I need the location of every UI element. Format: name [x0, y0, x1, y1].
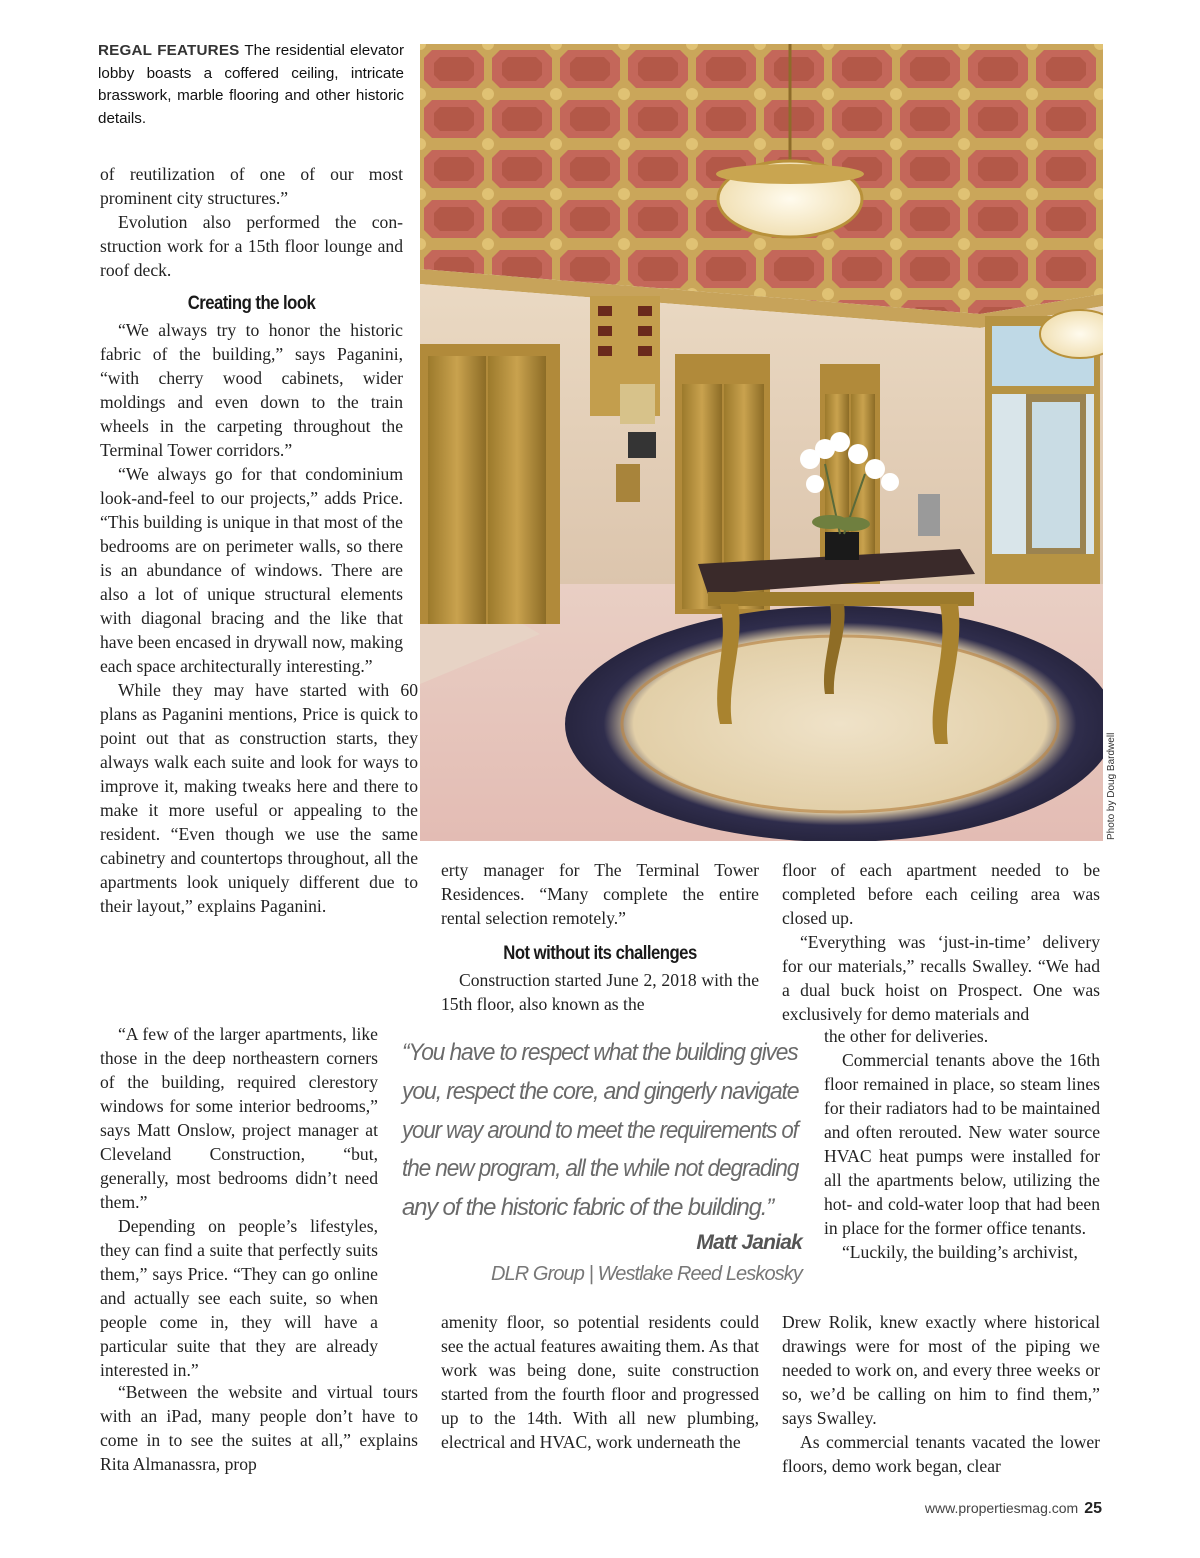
col1-paragraph-8: “Between the website and virtual tours with an iPad, many people don’t have to come in to see the suites at all,” explains Rita Almanassra, prop: [100, 1382, 418, 1474]
article-column-1: [100, 162, 418, 918]
page-footer: [925, 1500, 1102, 1518]
col2-paragraph-1: erty manager for The Terminal Tower Residences. “Many complete the entire rental selection remotely.”: [441, 860, 759, 928]
col1-paragraph-2: Evolution also performed the construction work for a 15th floor lounge and roof deck.: [100, 212, 403, 280]
footer-url: www.propertiesmag.com: [924, 1500, 1079, 1516]
article-column-3-mid: [824, 1024, 1100, 1264]
article-column-3-lower: [782, 1310, 1100, 1478]
col1-paragraph-3: “We always try to honor the historic fabric of the building,” says Paganini, “with cherry wood cabinets, wider moldings and even down to the train wheels in the carpeting throughout the Terminal Tower corridors.”: [100, 320, 403, 460]
lobby-photo-illustration: [420, 44, 1103, 841]
col3-paragraph-2: “Everything was ‘just-in-time’ delivery for our materials,” recalls Swalley. “We had a dual buck hoist on Prospect. One was exclusively for demo materials and: [782, 932, 1100, 1024]
col1-paragraph-5: While they may have started with 60 plans as Paganini mentions, Price is quick to point out that as construction starts, they always walk each suite and look for ways to improve it, making tweaks here and there to make it more useful or appealing to the resident. “Even though we use the same cabinetry and countertops throughout, all the apartments look uniquely different due to their layout,” explains Paganini.: [100, 680, 418, 916]
col3-paragraph-6: Drew Rolik, knew exactly where historical drawings were for most of the piping we needed to work on, and every three weeks or so, we’d be calling on him to find them,” says Swalley.: [782, 1312, 1100, 1428]
col2-paragraph-2: Construction started June 2, 2018 with the 15th floor, also known as the: [441, 970, 759, 1014]
col1-paragraph-4: “We always go for that condominium look-and-feel to our projects,” adds Price. “This building is unique in that most of the bedrooms are on perimeter walls, so there is an abundance of windows. There are also a lot of unique structural elements with diagonal bracing and the like that have been encased in drywall now, making each space architecturally interesting.”: [100, 464, 403, 676]
photo-credit: Photo by Doug Bardwell: [1106, 732, 1117, 840]
pull-quote-attribution-org: DLR Group | Westlake Reed Leskosky: [490, 1262, 802, 1285]
col1-paragraph-6: “A few of the larger apartments, like those in the deep northeastern corners of the building, required clerestory windows for some interior bedrooms,” says Matt Onslow, project manager at Cleveland Construction, “but, generally, most bedrooms didn’t need them.”: [100, 1024, 378, 1212]
article-column-1-bottom: [100, 1380, 418, 1476]
caption-text: The residential elevator lobby boasts a coffered ceiling, intricate brasswork, marble flooring and other historic details.: [98, 42, 404, 127]
pull-quote: [402, 1034, 802, 1290]
article-column-2-lower: [441, 1310, 759, 1454]
col3-paragraph-4: Commercial tenants above the 16th floor remained in place, so steam lines for their radiators had to be maintained and often rerouted. New water source HVAC heat pumps were installed for all the apartments below, utilizing the hot- and cold-water loop that had been in place for the former office tenants.: [824, 1050, 1100, 1238]
article-column-3-upper: [782, 858, 1100, 1026]
col3-paragraph-7: As commercial tenants vacated the lower floors, demo work began, clear: [782, 1432, 1100, 1476]
pull-quote-line: you, respect the core, and gingerly navigate: [402, 1077, 799, 1105]
col3-paragraph-1: floor of each apartment needed to be completed before each ceiling area was closed up.: [782, 860, 1100, 928]
pull-quote-attribution-name: Matt Janiak: [696, 1230, 802, 1254]
col1-paragraph-1: of reutilization of one of our most prominent city structures.”: [100, 164, 403, 208]
subhead-creating-the-look: Creating the look: [187, 293, 316, 314]
col1-paragraph-7: Depending on people’s lifestyles, they can find a suite that perfectly suits them,” says Price. “They can go online and actually see each suite, so when people come in, they will have a particular suite that they are already interested in.”: [100, 1216, 378, 1380]
pull-quote-line: “You have to respect what the building gives: [402, 1039, 798, 1066]
subhead-not-without-challenges: Not without its challenges: [503, 943, 697, 964]
pull-quote-line: any of the historic fabric of the building.”: [402, 1194, 774, 1222]
article-column-2-upper: [441, 858, 759, 1016]
pull-quote-line: your way around to meet the requirements of: [402, 1116, 798, 1144]
lobby-photo: [420, 44, 1103, 841]
col3-paragraph-3: the other for deliveries.: [824, 1026, 989, 1046]
article-column-1-lower: [100, 1022, 378, 1382]
col3-paragraph-5: “Luckily, the building’s archivist,: [842, 1242, 1078, 1262]
photo-caption: [98, 40, 404, 130]
page-number: 25: [1084, 1500, 1102, 1517]
caption-lead: REGAL FEATURES: [98, 42, 240, 59]
col2-paragraph-3: amenity floor, so potential residents could see the actual features awaiting them. As that work was being done, suite construction started from the fourth floor and progressed up to the 14th. With all new plumbing, electrical and HVAC, work underneath the: [441, 1312, 759, 1452]
pull-quote-line: the new program, all the while not degrading: [402, 1155, 799, 1183]
